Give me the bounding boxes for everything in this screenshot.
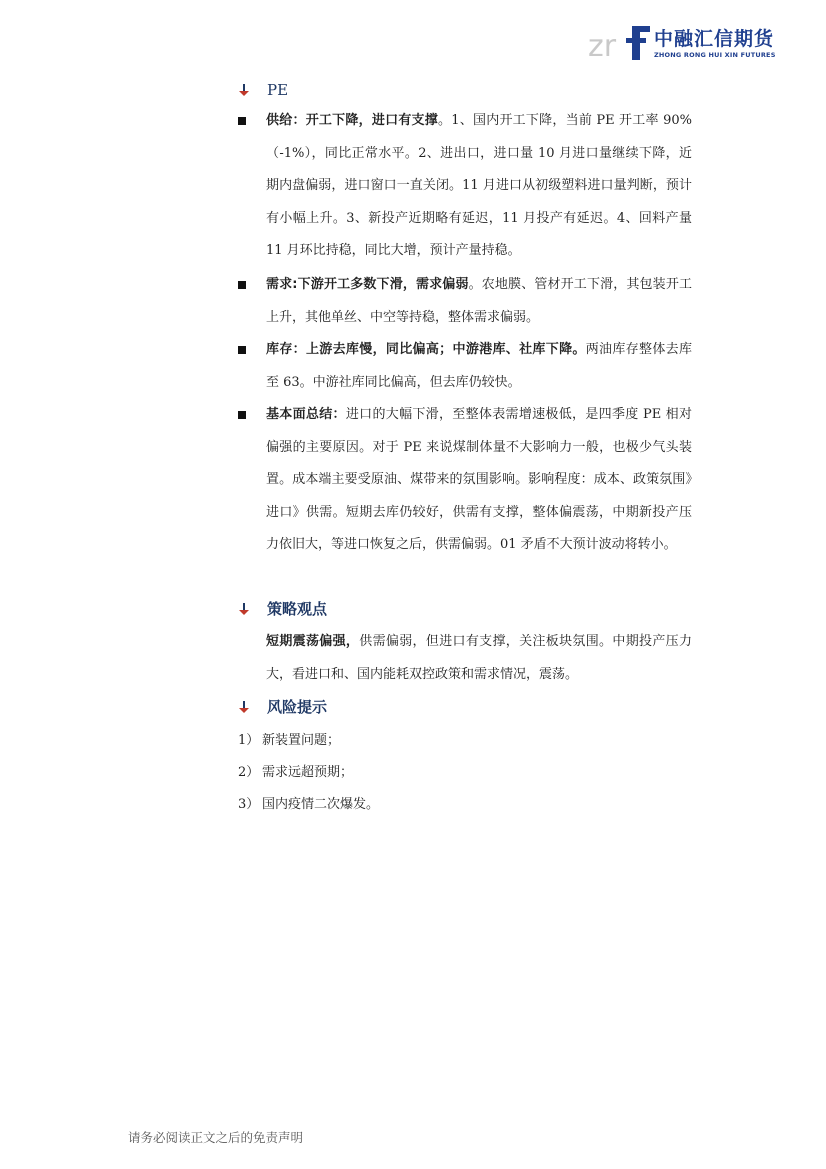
arrow-down-icon (238, 700, 250, 714)
paragraph-strategy (266, 626, 692, 691)
paragraph-lead: 基本面总结： (266, 407, 346, 422)
section-title: 风险提示 (267, 698, 328, 716)
paragraph-lead: 库存：上游去库慢，同比偏高；中游港库、社库下降。 (266, 342, 586, 357)
list-number: 1） (238, 733, 260, 748)
svg-text:zr: zr (588, 29, 617, 62)
paragraph-lead: 短期震荡偏强， (266, 634, 360, 649)
list-text: 国内疫情二次爆发。 (262, 797, 380, 812)
section-title: 策略观点 (267, 600, 328, 618)
paragraph-text: 进口的大幅下滑，至整体表需增速极低，是四季度 PE 相对偏强的主要原因。对于 PE 来说煤制体量不大影响力一般，也极少气头装置。成本端主要受原油、煤带来的氛围影响。影响程度：成本、政策氛围》进口》供需。短期去库仍较好，供需有支撑，整体偏震荡，中期新投产压力依旧大，等进口恢复之后，供需偏弱。01 矛盾不大预计波动将转小。 (266, 407, 692, 552)
section-title: PE (267, 81, 289, 99)
arrow-down-icon (238, 602, 250, 616)
list-number: 2） (238, 765, 260, 780)
paragraph-text: 供需偏弱，但进口有支撑，关注板块氛围。中期投产压力大，看进口和、国内能耗双控政策和需求情况，震荡。 (266, 634, 692, 682)
bullet-square-icon (238, 411, 246, 419)
list-number: 3） (238, 797, 260, 812)
zrf-logo-icon (588, 22, 658, 62)
list-text: 新装置问题； (262, 733, 341, 748)
company-name-en: ZHONG RONG HUI XIN FUTURES (654, 51, 776, 59)
paragraph-inventory (266, 334, 692, 399)
paragraph-text: 。农地膜、管材开工下滑，其包装开工上升，其他单丝、中空等持稳，整体需求偏弱。 (266, 277, 692, 325)
company-name-cn: 中融汇信期货 (654, 28, 775, 50)
list-item (238, 731, 340, 751)
bullet-square-icon (238, 346, 246, 354)
bullet-square-icon (238, 117, 246, 125)
footer-disclaimer: 请务必阅读正文之后的免责声明 (128, 1130, 304, 1145)
list-item (238, 763, 353, 783)
list-text: 需求远超预期； (262, 765, 354, 780)
paragraph-lead: 供给：开工下降，进口有支撑 (266, 113, 439, 128)
list-item (238, 795, 379, 815)
paragraph-text: 。1、国内开工下降，当前 PE 开工率 90%（-1%），同比正常水平。2、进出口，进口量 10 月进口量继续下降，近期内盘偏弱，进口窗口一直关闭。11 月进口从初级塑料进口量判断，预计有小幅上升。3、新投产近期略有延迟，11 月投产有延迟。4、回料产量 11 月环比持稳，同比大增，预计产量持稳。 (266, 113, 692, 258)
paragraph-demand (266, 269, 692, 334)
company-logo (588, 22, 778, 64)
bullet-square-icon (238, 281, 246, 289)
paragraph-summary (266, 399, 692, 562)
arrow-down-icon (238, 83, 250, 97)
paragraph-text: 两油库存整体去库至 63。中游社库同比偏高，但去库仍较快。 (266, 342, 692, 390)
paragraph-lead: 需求:下游开工多数下滑，需求偏弱 (266, 277, 469, 292)
paragraph-supply (266, 105, 692, 268)
